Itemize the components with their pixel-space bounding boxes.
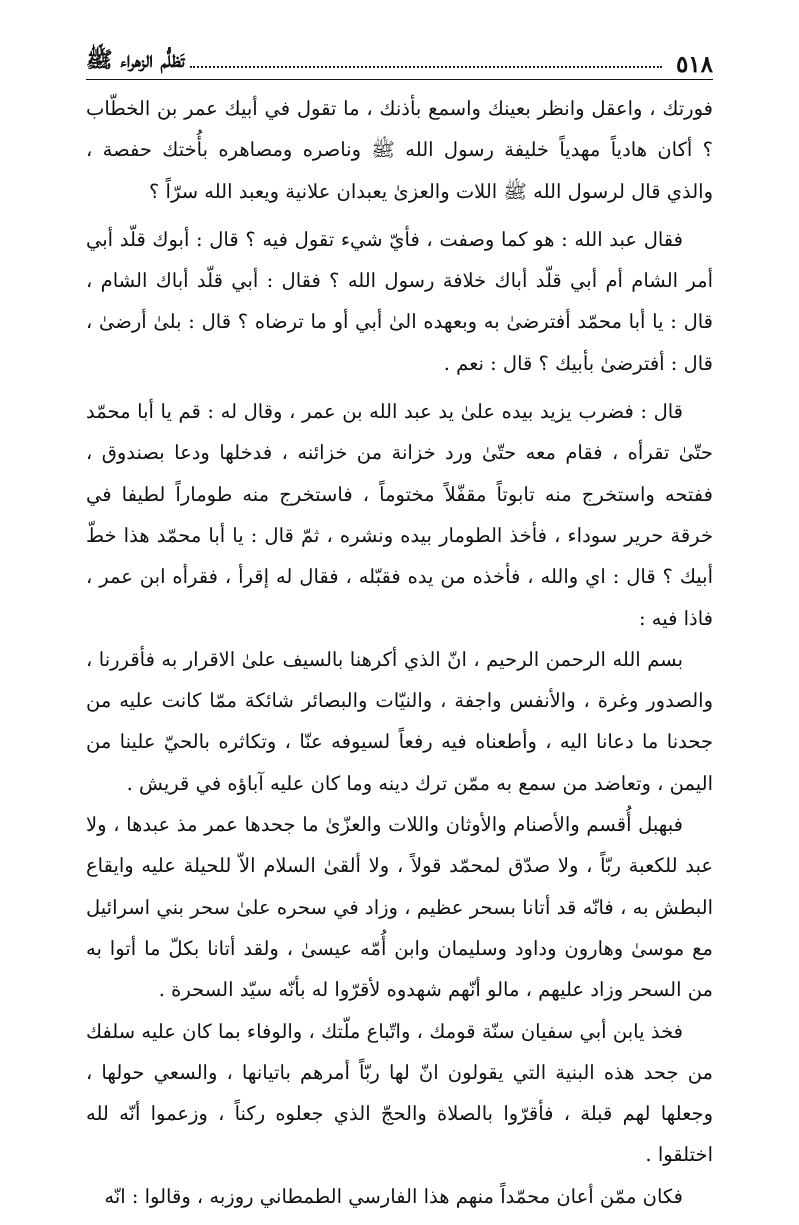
paragraph: فبهبل أُقسم والأصنام والأوثان واللات والعزّىٰ ما جحدها عمر مذ عبدها ، ولا عبد للكعبة ربّاً ، ولا صدّق لمحمّد قولاً ، ولا ألقىٰ السلام الاّ للحيلة عليه وايقاع البطش به ، فانّه قد أتانا بسحر عظيم ، وزاد في سحره علىٰ سحر بني اسرائيل مع موسىٰ وهارون وداود وسليمان وابن أُمّه عيسىٰ ، ولقد أتانا بكلّ ما أتوا به من السحر وزاد عليهم ، مالو أنّهم شهدوه لأقرّوا له بأنّه سيّد السحرة . — [86, 813, 713, 1002]
paragraph: فقال عبد الله : هو كما وصفت ، فأيّ شيء تقول فيه ؟ قال : أبوك قلّد أبي أمر الشام أم أبي قلّد أباك خلافة رسول الله ؟ فقال : أبي قلّد أباك الشام ، قال : يا أبا محمّد أفترضىٰ به وبعهده الىٰ أبي أو ما ترضاه ؟ قال : بلىٰ أرضىٰ ، قال : أفترضىٰ بأبيك ؟ قال : نعم . — [86, 227, 713, 375]
paragraph: فخذ يابن أبي سفيان سنّة قومك ، واتّباع ملّتك ، والوفاء بما كان عليه سلفك من جحد هذه البنية التي يقولون انّ لها ربّاً أمرهم باتيانها ، والسعي حولها ، وجعلها لهم قبلة ، فأقرّوا بالصلاة والحجّ الذي جعلوه ركناً ، وزعموا أنّه لله اختلقوا . — [86, 1019, 713, 1167]
body-text — [86, 88, 713, 1217]
page-number: ٥١٨ — [675, 51, 713, 78]
paragraph: فورتك ، واعقل وانظر بعينك واسمع بأذنك ، ما تقول في أبيك عمر بن الخطّاب ؟ أكان هادياً مهدياً خليفة رسول الله ﷺ وناصره ومصاهره بأُختك حفصة ، والذي قال لرسول الله ﷺ اللات والعزىٰ يعبدان علانية ويعبد الله سرّاً ؟ — [86, 97, 713, 203]
running-title: تَظلُّم الزهراء ﷺ — [86, 47, 185, 73]
header-dotted-leader — [190, 66, 662, 68]
header-rule — [86, 79, 713, 80]
paragraph: قال : فضرب يزيد بيده علىٰ يد عبد الله بن عمر ، وقال له : قم يا أبا محمّد حتّىٰ تقرأه ، فقام معه حتّىٰ ورد خزانة من خزائنه ، فدخلها ودعا بصندوق ، ففتحه واستخرج منه تابوتاً مقفّلاً مختوماً ، فاستخرج منه طوماراً لطيفا في خرقة حرير سوداء ، فأخذ الطومار بيده ونشره ، ثمّ قال : يا أبا محمّد هذا خطّ أبيك ؟ قال : اي والله ، فأخذه من يده فقبّله ، فقال له إقرأ ، فقرأه ابن عمر ، فاذا فيه : — [86, 400, 713, 630]
paragraph: فكان ممّن أعان محمّداً منهم هذا الفارسي الطمطاني روزبه ، وقالوا : انّه — [104, 1184, 683, 1208]
paragraph: بسم الله الرحمن الرحيم ، انّ الذي أكرهنا بالسيف علىٰ الاقرار به فأقررنا ، والصدور وغرة ، والأنفس واجفة ، والنيّات والبصائر شائكة ممّا كانت عليه من جحدنا ما دعانا اليه ، وأطعناه فيه رفعاً لسيوفه عنّا ، وتكاثره بالحيّ علينا من اليمن ، وتعاضد من سمع به ممّن ترك دينه وما كان عليه آباؤه في قريش . — [86, 647, 713, 795]
page-header — [86, 38, 713, 78]
